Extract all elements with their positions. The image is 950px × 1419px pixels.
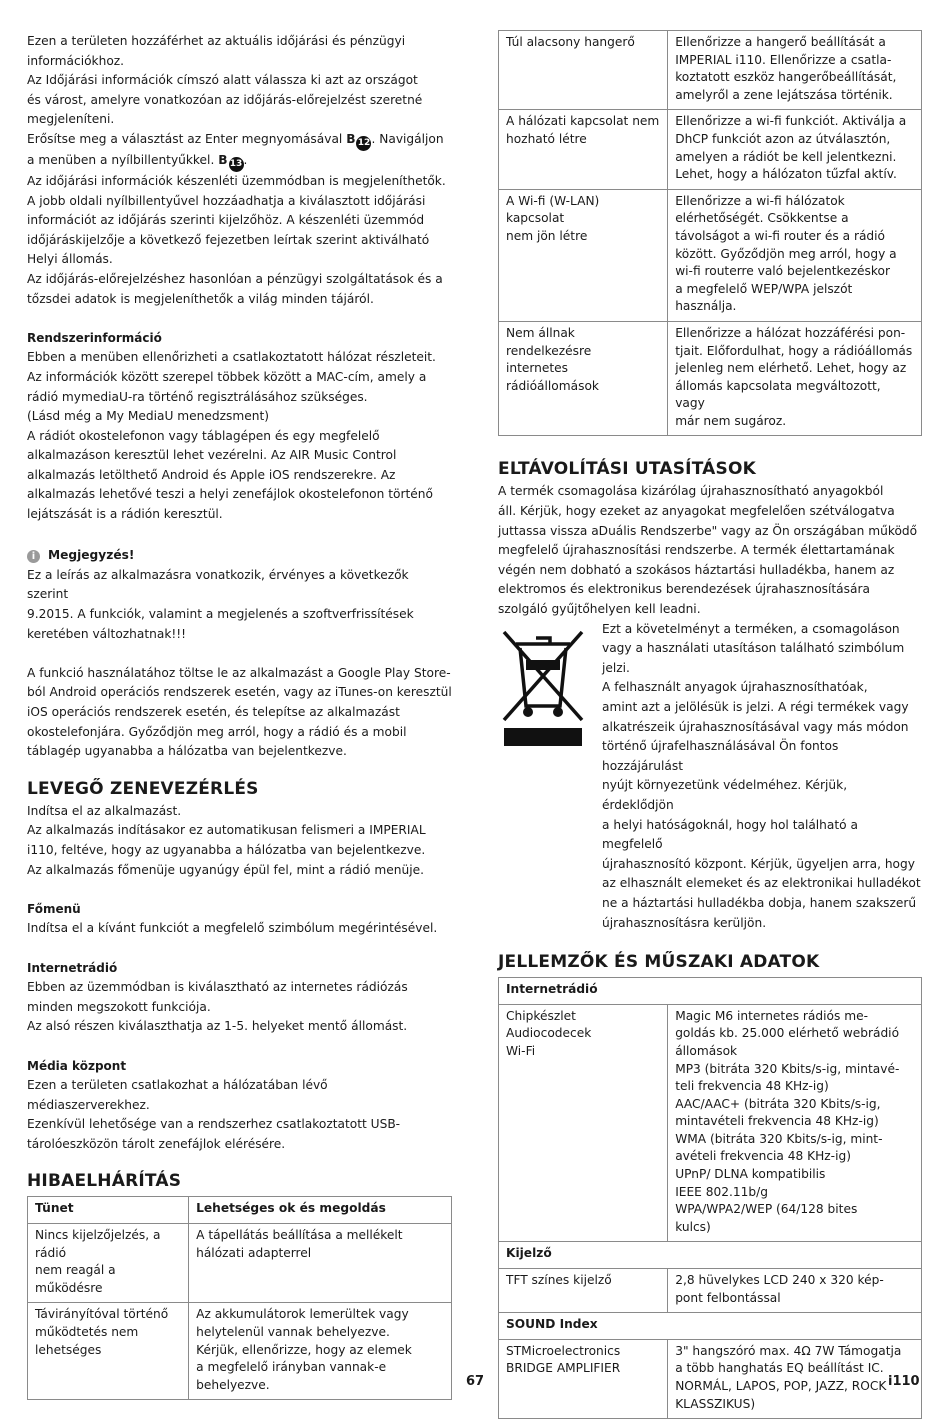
solution-cell: Ellenőrizze a hálózat hozzáférési pon- tjait. Előfordulhat, hogy a rádióállomás jelenleg nem elérhető. Lehet, hogy az állomás kapcsolata megváltozott, vagy már nem sugároz.	[668, 321, 922, 436]
disposal-heading: ELTÁVOLÍTÁSI UTASÍTÁSOK	[498, 459, 757, 480]
text-line: Az időjárás-előrejelzéshez hasonlóan a pénzügyi szolgáltatások és a	[27, 271, 443, 286]
text-line: Az időjárási információk készenléti üzemmódban is megjeleníthetők.	[27, 173, 446, 188]
text-line: Az alsó részen kiválaszthatja az 1-5. helyeket mentő állomást.	[27, 1019, 408, 1034]
column-header: Tünet	[28, 1197, 189, 1224]
key-ref-letter: B	[346, 131, 356, 146]
text-line: ne a háztartási hulladékba dobja, hanem szakszerű	[602, 895, 917, 910]
text-line: Ezt a követelményt a terméken, a csomagoláson	[602, 621, 900, 636]
text-line: Helyi állomás.	[27, 252, 113, 267]
text-line: történő újrafelhasználásával Ön fontos hozzájárulást	[602, 739, 839, 773]
solution-cell: Ellenőrizze a wi-fi hálózatok elérhetőségét. Csökkentse a távolságot a wi-fi router és a rádió között. Győződjön meg arról, hogy a wi-fi routerre való bejelentkezéskor a megfelelő WEP/WPA jelszót használja.	[668, 189, 922, 321]
internet-radio-title: Internetrádió	[27, 960, 118, 975]
page-number: 67	[466, 1374, 485, 1389]
spec-label-cell: TFT színes kijelző	[499, 1269, 668, 1313]
text-line: i110, feltéve, hogy az ugyanabba a hálózatba van bejelentkezve.	[27, 842, 426, 857]
text-line: A felhasznált anyagok újrahasznosíthatóak,	[602, 680, 868, 695]
text-line: információkhoz.	[27, 53, 125, 68]
table-row	[499, 189, 922, 321]
text-span: Erősítse meg a választást az Enter megnyomásával	[27, 131, 347, 146]
sysinfo-title: Rendszerinformáció	[27, 330, 162, 345]
text-line: a helyi hatóságoknál, hogy hol található a megfelelő	[602, 817, 858, 852]
text-line: tőzsdei adatok is megjeleníthetők a világ minden tájáról.	[27, 291, 374, 306]
spec-section-row	[499, 1313, 922, 1340]
intro-block	[27, 32, 452, 309]
key-ref-number: 13	[229, 157, 244, 172]
table-row	[499, 110, 922, 189]
right-column	[498, 30, 922, 1419]
text-line: rádió mymediaU-ra történő regisztrálásához szükséges.	[27, 389, 368, 404]
spec-section-label: SOUND Index	[499, 1313, 922, 1340]
note-heading	[27, 546, 452, 566]
note-title: Megjegyzés!	[48, 548, 135, 563]
table-header-row	[28, 1197, 452, 1224]
text-line: alkalmazáson keresztül lehet vezérelni. Az AIR Music Control	[27, 448, 397, 463]
sysinfo-block	[27, 348, 452, 524]
spec-value-cell: 3" hangszóró max. 4Ω 7W Támogatja a több hanghatás EQ beállítást IC. NORMÁL, LAPOS, POP, JAZZ, ROCK KLASSZIKUS)	[668, 1339, 922, 1418]
text-line: újrahasznosításra kerüljön.	[602, 915, 767, 930]
table-row	[499, 1269, 922, 1313]
model-name: i110	[888, 1374, 920, 1389]
text-line: Ezen a területen csatlakozhat a hálózatában lévő médiaszerverekhez.	[27, 1078, 328, 1112]
text-line: Ebben a menüben ellenőrizheti a csatlakoztatott hálózat részleteit.	[27, 350, 436, 365]
text-line: Ez a leírás az alkalmazásra vonatkozik, érvényes a következők szerint	[27, 567, 409, 602]
crossed-out-wheelie-bin-icon	[498, 620, 588, 934]
solution-cell: Az akkumulátorok lemerültek vagy helytelenül vannak behelyezve. Kérjük, ellenőrizze, hogy az elemek a megfelelő irányban vannak-e behelyezve.	[189, 1303, 452, 1400]
text-line: Az információk között szerepel többek között a MAC-cím, amely a	[27, 369, 427, 384]
spec-label-cell: STMicroelectronics BRIDGE AMPLIFIER	[499, 1339, 668, 1418]
text-line: időjáráskijelzője a következő fejezetben leírtak szerint aktiválható	[27, 232, 430, 247]
text-span: . Navigáljon	[371, 131, 444, 146]
key-ref-number: 12	[356, 136, 371, 151]
text-line: juttassa vissza aDuális Rendszerbe" vagy az Ön országában működő	[498, 523, 918, 538]
text-line: Indítsa el a kívánt funkciót a megfelelő szimbólum megérintésével.	[27, 921, 438, 936]
text-line: Ebben az üzemmódban is kiválasztható az internetes rádiózás	[27, 980, 408, 995]
text-line: okostelefonjára. Győződjön meg arról, hogy a rádió és a mobil	[27, 724, 407, 739]
text-line: Indítsa el az alkalmazást.	[27, 803, 182, 818]
air-music-heading: LEVEGŐ ZENEVEZÉRLÉS	[27, 778, 259, 799]
spec-value-cell: Magic M6 internetes rádiós me- goldás kb. 25.000 elérhető webrádió állomások MP3 (bitráta 320 Kbits/s-ig, mintavé- teli frekvencia 48 KHz-ig) AAC/AAC+ (bitráta 320 Kbits/s-ig, mintavételi frekvencia 48 KHz-ig) WMA (bitráta 320 Kbits/s-ig, mint- avételi frekvencia 48 KHz-ig) UPnP/ DLNA kompatibilis IEEE 802.11b/g WPA/WPA2/WEP (64/128 bites kulcs)	[668, 1004, 922, 1242]
symptom-cell: Nem állnak rendelkezésre internetes rádióállomások	[499, 321, 668, 436]
text-line: Az alkalmazás indításakor ez automatikusan felismeri a IMPERIAL	[27, 823, 426, 838]
text-line: áll. Kérjük, hogy ezeket az anyagokat megfelelően szétválogatva	[498, 504, 895, 519]
troubleshooting-heading: HIBAELHÁRÍTÁS	[27, 1171, 182, 1192]
symptom-cell: A Wi-fi (W-LAN) kapcsolat nem jön létre	[499, 189, 668, 321]
text-line: információt az időjárás szerinti kijelzőhöz. A készenléti üzemmód	[27, 213, 425, 228]
specs-table	[498, 977, 922, 1419]
text-line: A funkció használatához töltse le az alkalmazást a Google Play Store-	[27, 665, 451, 680]
text-line: Ezenkívül lehetősége van a rendszerhez csatlakoztatott USB-	[27, 1117, 401, 1132]
main-menu-title: Főmenü	[27, 901, 81, 916]
text-line: az elhasznált elemeket és az elektronikai hulladékot	[602, 876, 921, 891]
key-ref-letter: B	[218, 152, 228, 167]
solution-cell: A tápellátás beállítása a mellékelt hálózati adapterrel	[189, 1224, 452, 1303]
info-icon: i	[27, 550, 40, 563]
specs-heading: JELLEMZŐK ÉS MŰSZAKI ADATOK	[498, 952, 820, 973]
nav-line	[27, 151, 452, 172]
symptom-cell: Távirányítóval történő működtetés nem lehetséges	[28, 1303, 189, 1400]
text-line: megjeleníteni.	[27, 112, 115, 127]
table-row	[28, 1224, 452, 1303]
air-block	[27, 802, 452, 880]
solution-cell: Ellenőrizze a wi-fi funkciót. Aktiválja a DhCP funkciót azon az útválasztón, amelyen a rádiót be kell jelentkezni. Lehet, hogy a hálózaton tűzfal aktív.	[668, 110, 922, 189]
text-line: megfelelő újrahasznosítási rendszerbe. A termék élettartamának	[498, 543, 895, 558]
table-row	[499, 321, 922, 436]
text-line: újrahasznosító központ. Kérjük, ügyeljen arra, hogy	[602, 856, 915, 871]
symptom-cell: Túl alacsony hangerő	[499, 31, 668, 110]
spec-value-cell: 2,8 hüvelykes LCD 240 x 320 kép- pont felbontással	[668, 1269, 922, 1313]
text-line: vagy a használati utasításon található szimbólum	[602, 641, 905, 656]
text-span: a menüben a nyílbillentyűkkel.	[27, 152, 219, 167]
spec-section-row	[499, 1242, 922, 1269]
text-span: .	[243, 152, 248, 167]
column-header: Lehetséges ok és megoldás	[189, 1197, 452, 1224]
spec-section-label: Kijelző	[499, 1242, 922, 1269]
symptom-cell: Nincs kijelzőjelzés, a rádió nem reagál a működésre	[28, 1224, 189, 1303]
table-row	[499, 31, 922, 110]
text-line: elektromos és elektronikus berendezések újrahasznosítására	[498, 582, 870, 597]
enter-line	[27, 130, 452, 151]
table-row	[499, 1339, 922, 1418]
disposal-block	[498, 482, 922, 619]
text-line: Az alkalmazás főmenüje ugyanúgy épül fel, mint a rádió menüje.	[27, 862, 424, 877]
spec-section-label: Internetrádió	[499, 978, 922, 1005]
text-line: A jobb oldali nyílbillentyűvel hozzáadhatja a kiválasztott időjárási	[27, 193, 426, 208]
table-row	[28, 1303, 452, 1400]
text-line: (Lásd még a My MediaU menedzsment)	[27, 409, 270, 424]
text-line: lejátszását is a rádión keresztül.	[27, 507, 223, 522]
media-center-title: Média központ	[27, 1058, 127, 1073]
text-line: amint azt a jelölésük is jelzi. A régi termékek vagy	[602, 700, 909, 714]
text-line: végén nem dobható a szokásos háztartási hulladékba, hanem az	[498, 562, 895, 577]
text-line: alkalmazás lehetővé teszi a helyi zenefájlok okostelefonon történő	[27, 487, 433, 502]
troubleshooting-table-continued	[498, 30, 922, 436]
text-line: minden megszokott funkciója.	[27, 999, 211, 1014]
troubleshooting-table	[27, 1196, 452, 1400]
table-row	[499, 1004, 922, 1242]
text-line: táblagép ugyanabba a hálózatba van bejelentkezve.	[27, 744, 347, 759]
left-column	[27, 32, 452, 1400]
spec-section-row	[499, 978, 922, 1005]
text-line: ból Android operációs rendszerek esetén, vagy az iTunes-on keresztül	[27, 685, 452, 700]
text-line: alkatrészeik újrahasznosításával vagy más módon	[602, 719, 909, 734]
weee-text	[602, 620, 922, 934]
text-line: Ezen a területen hozzáférhet az aktuális időjárási és pénzügyi	[27, 34, 406, 48]
text-line: iOS operációs rendszerek esetén, és telepítse az alkalmazást	[27, 705, 400, 719]
text-line: alkalmazás letölthető Android és Apple iOS rendszerekre. Az	[27, 467, 396, 482]
text-line: keretében változhatnak!!!	[27, 626, 187, 641]
text-line: A rádiót okostelefonon vagy táblagépen és egy megfelelő	[27, 428, 380, 443]
solution-cell: Ellenőrizze a hangerő beállítását a IMPERIAL i110. Ellenőrizze a csatla- koztatott eszköz hangerőbeállítását, amelyről a zene lejátszása történik.	[668, 31, 922, 110]
text-line: jelzi.	[602, 660, 630, 675]
app-block	[27, 664, 452, 762]
text-line: Az Időjárási információk címszó alatt válassza ki azt az országot	[27, 73, 418, 88]
text-line: nyújt környezetünk védelméhez. Kérjük, érdeklődjön	[602, 778, 848, 812]
text-line: tárolóeszközön tárolt zenefájlok elérésére.	[27, 1136, 286, 1151]
text-line: A termék csomagolása kizárólag újrahasznosítható anyagokból	[498, 484, 884, 499]
text-line: és várost, amelyre vonatkozóan az időjárás-előrejelzést szeretné	[27, 92, 423, 107]
weee-block	[498, 620, 922, 934]
text-line: szolgáló gyűjtőhelyen kell leadni.	[498, 602, 701, 617]
text-line: 9.2015. A funkciók, valamint a megjelenés a szoftverfrissítések	[27, 607, 414, 622]
spec-label-cell: Chipkészlet Audiocodecek Wi-Fi	[499, 1004, 668, 1242]
symptom-cell: A hálózati kapcsolat nem hozható létre	[499, 110, 668, 189]
note-block	[27, 566, 452, 644]
